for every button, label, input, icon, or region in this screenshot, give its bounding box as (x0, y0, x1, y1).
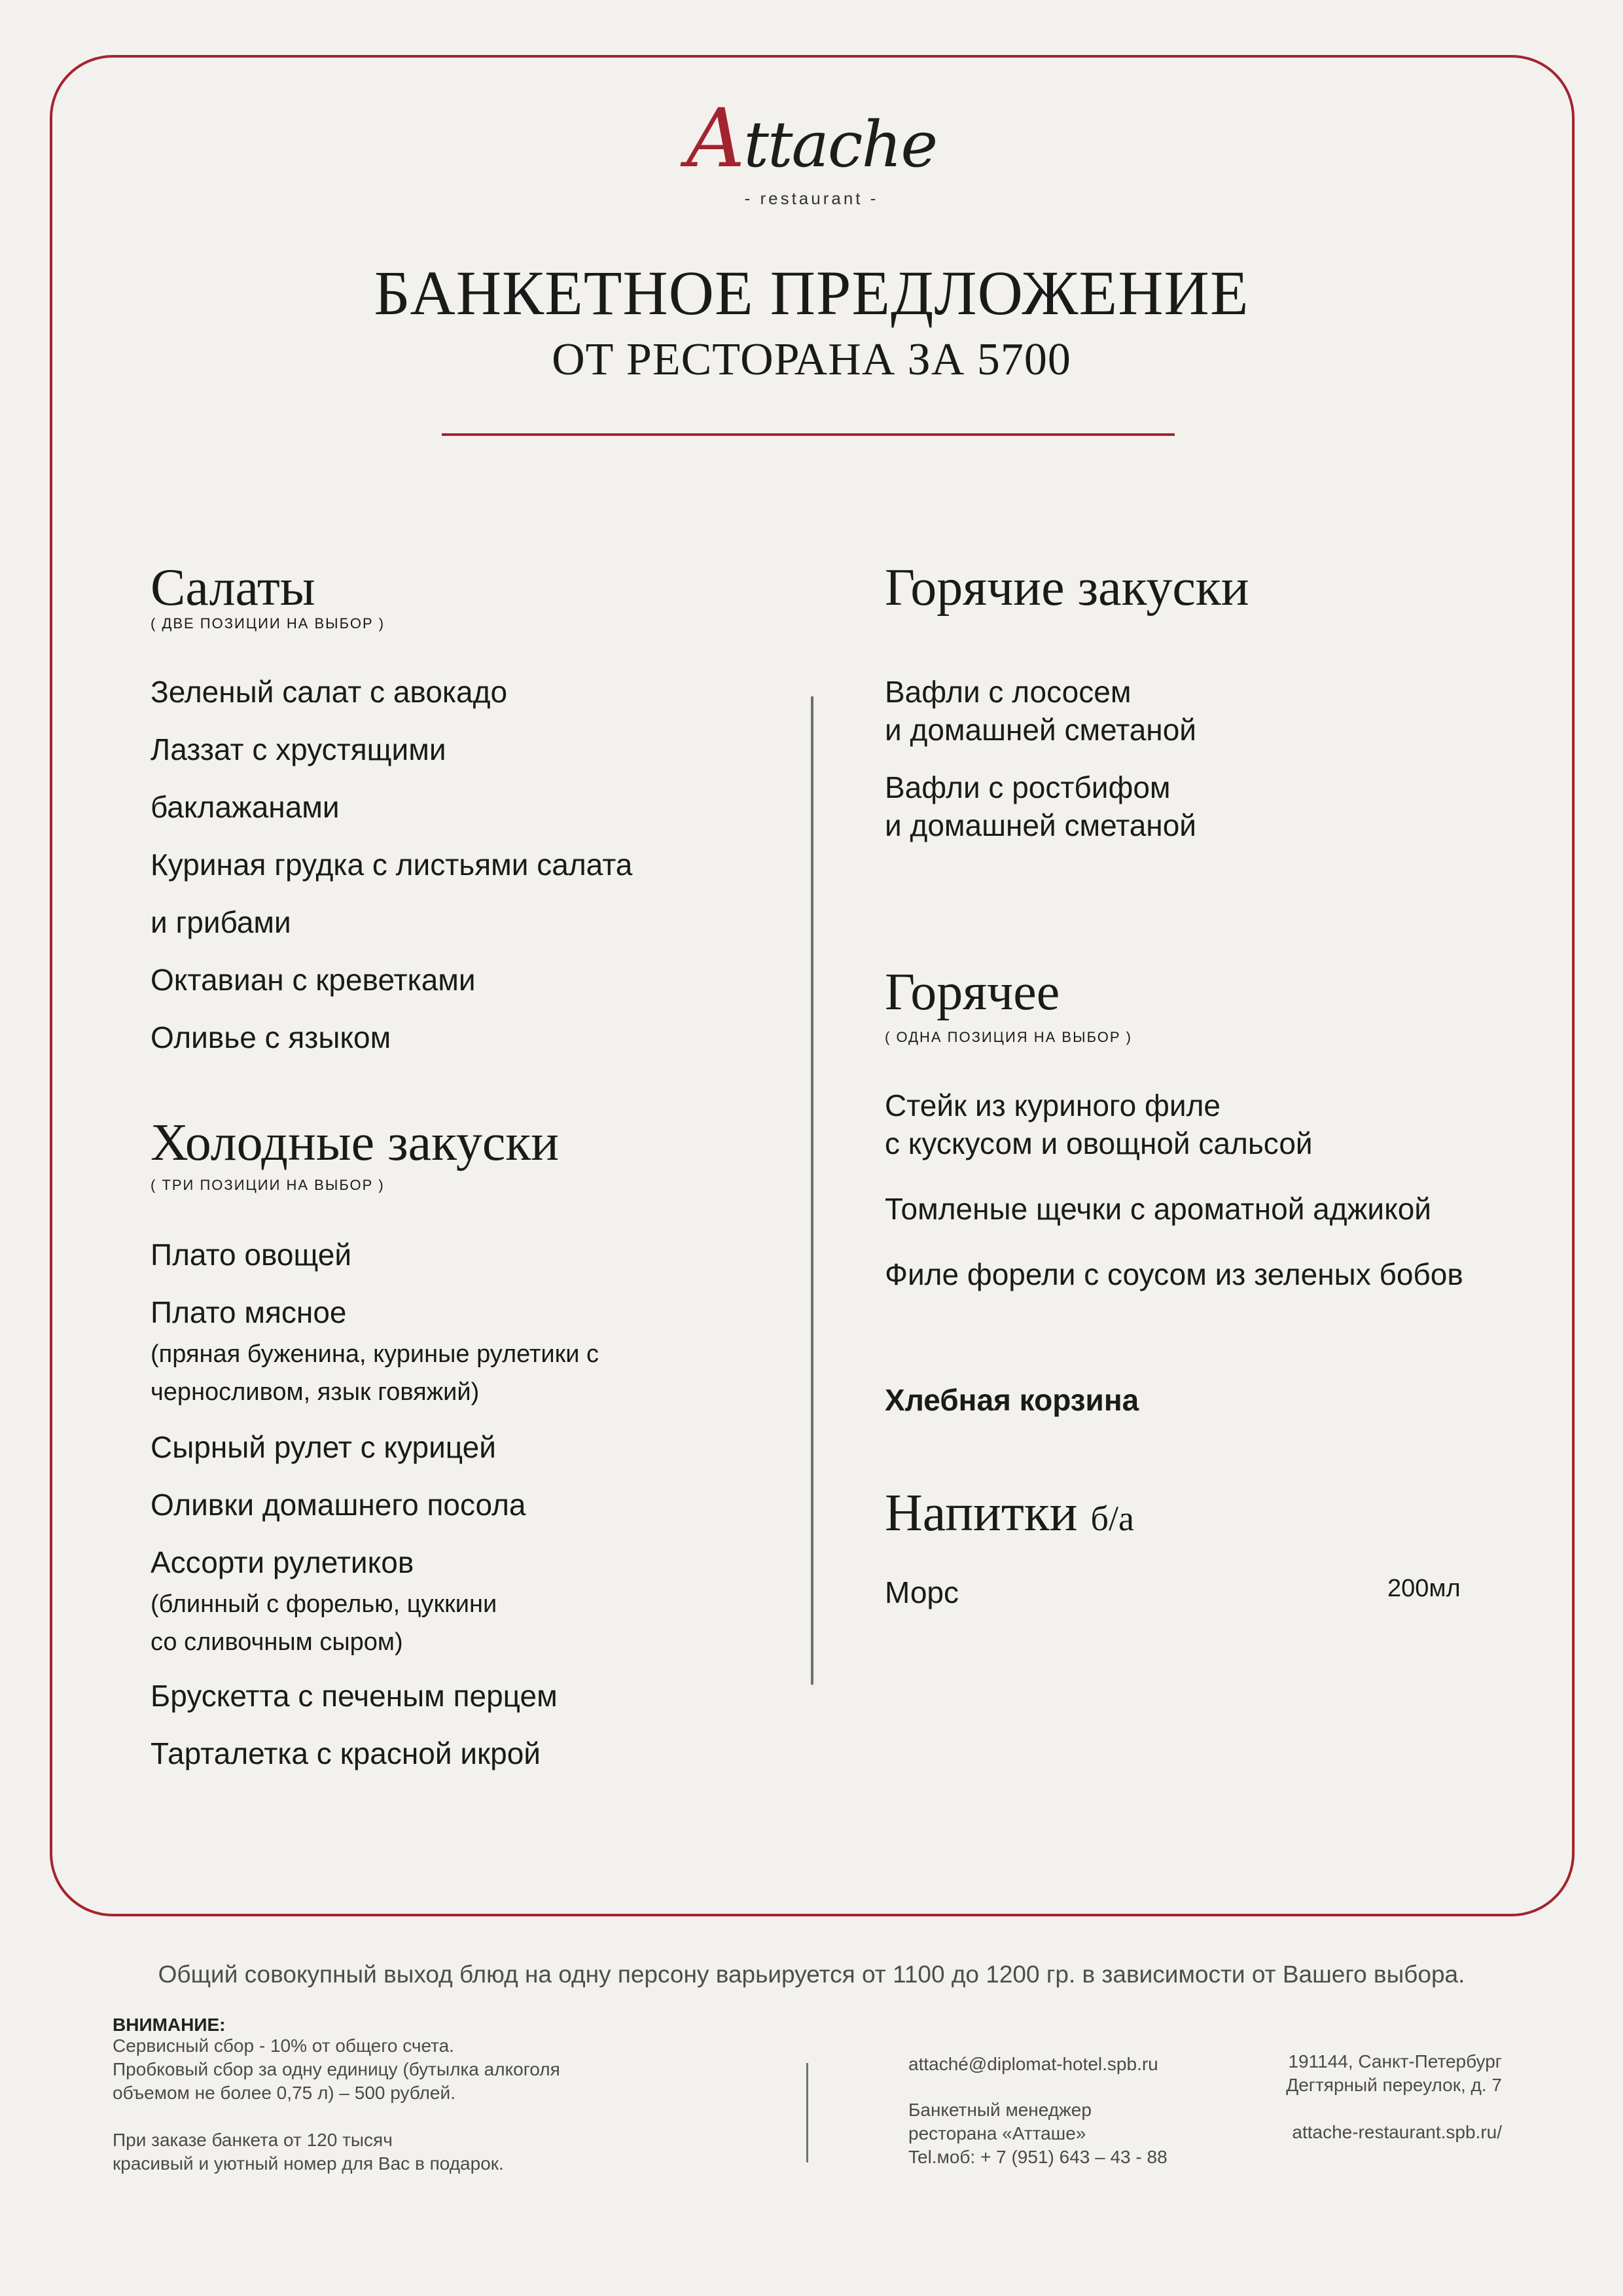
section-title-hot-snacks: Горячие закуски (885, 559, 1249, 617)
attention-line: Сервисный сбор - 10% от общего счета. (113, 2036, 454, 2056)
page-subtitle: ОТ РЕСТОРАНА ЗА 5700 (552, 334, 1071, 385)
menu-item: Вафли с ростбифом (885, 770, 1171, 804)
attention-line: Пробковый сбор за одну единицу (бутылка алкоголя (113, 2059, 560, 2079)
menu-item-description: со сливочным сыром) (151, 1628, 403, 1656)
section-note-salads: ( ДВЕ ПОЗИЦИИ НА ВЫБОР ) (151, 615, 385, 632)
manager-phone[interactable]: Tel.моб: + 7 (951) 643 – 43 - 88 (908, 2147, 1168, 2167)
attention-line: объемом не более 0,75 л) – 500 рублей. (113, 2083, 455, 2103)
attention-title: ВНИМАНИЕ: (113, 2015, 226, 2035)
menu-item: Вафли с лососем (885, 675, 1132, 709)
drink-volume: 200мл (1387, 1575, 1461, 1602)
menu-item: Томленые щечки с ароматной аджикой (885, 1192, 1431, 1226)
menu-item: Ассорти рулетиков (151, 1545, 414, 1579)
menu-item-description: (пряная буженина, куриные рулетики с (151, 1340, 599, 1368)
menu-item: Сырный рулет с курицей (151, 1430, 496, 1464)
restaurant-logo (0, 92, 1623, 209)
menu-item: Зеленый салат с авокадо (151, 675, 508, 709)
section-title-drinks: Напитки б/а (885, 1484, 1134, 1542)
menu-item: баклажанами (151, 790, 340, 824)
menu-item: Плато мясное (151, 1295, 347, 1329)
manager-line: ресторана «Атташе» (908, 2123, 1086, 2144)
logo-subtitle: - restaurant - (744, 188, 879, 208)
portion-summary: Общий совокупный выход блюд на одну персону варьируется от 1100 до 1200 гр. в зависимости от Вашего выбора. (158, 1961, 1465, 1988)
footer-divider (806, 2063, 808, 2162)
menu-item: Лаззат с хрустящими (151, 732, 446, 766)
menu-item: Октавиан с креветками (151, 963, 476, 997)
section-note-hot: ( ОДНА ПОЗИЦИЯ НА ВЫБОР ) (885, 1029, 1132, 1045)
menu-item: Куриная грудка с листьями салата (151, 848, 633, 882)
address-line: Дегтярный переулок, д. 7 (1286, 2075, 1502, 2095)
logo-wordmark: Attache (686, 92, 937, 186)
title-divider (442, 433, 1175, 436)
menu-item: Брускетта с печеным перцем (151, 1679, 558, 1713)
menu-item: Филе форели с соусом из зеленых бобов (885, 1257, 1463, 1291)
menu-item: и домашней сметаной (885, 713, 1196, 747)
section-title-salads: Салаты (151, 559, 315, 617)
column-divider (811, 696, 813, 1685)
bread-basket: Хлебная корзина (885, 1383, 1139, 1417)
address-line: 191144, Санкт-Петербург (1288, 2051, 1502, 2072)
manager-line: Банкетный менеджер (908, 2100, 1092, 2120)
page-title: БАНКЕТНОЕ ПРЕДЛОЖЕНИЕ (374, 258, 1249, 328)
section-note-cold-snacks: ( ТРИ ПОЗИЦИИ НА ВЫБОР ) (151, 1177, 385, 1193)
section-title-hot: Горячее (885, 963, 1060, 1021)
menu-item-description: (блинный с форелью, цуккини (151, 1590, 497, 1618)
contact-email[interactable]: attaché@diplomat-hotel.spb.ru (908, 2054, 1158, 2074)
menu-item: Тарталетка с красной икрой (151, 1736, 541, 1770)
attention-line: При заказе банкета от 120 тысяч (113, 2130, 393, 2150)
menu-item: Морс (885, 1575, 959, 1609)
menu-item: с кускусом и овощной сальсой (885, 1126, 1313, 1160)
menu-item-description: черносливом, язык говяжий) (151, 1378, 480, 1406)
menu-item: Плато овощей (151, 1238, 352, 1272)
attention-line: красивый и уютный номер для Вас в подарок. (113, 2153, 504, 2174)
menu-item: Оливки домашнего посола (151, 1488, 526, 1522)
menu-item: и домашней сметаной (885, 808, 1196, 842)
section-title-cold-snacks: Холодные закуски (151, 1114, 560, 1172)
website-link[interactable]: attache-restaurant.spb.ru/ (1292, 2122, 1502, 2142)
menu-item: Оливье с языком (151, 1020, 391, 1054)
menu-item: Стейк из куриного филе (885, 1088, 1221, 1122)
menu-item: и грибами (151, 905, 291, 939)
